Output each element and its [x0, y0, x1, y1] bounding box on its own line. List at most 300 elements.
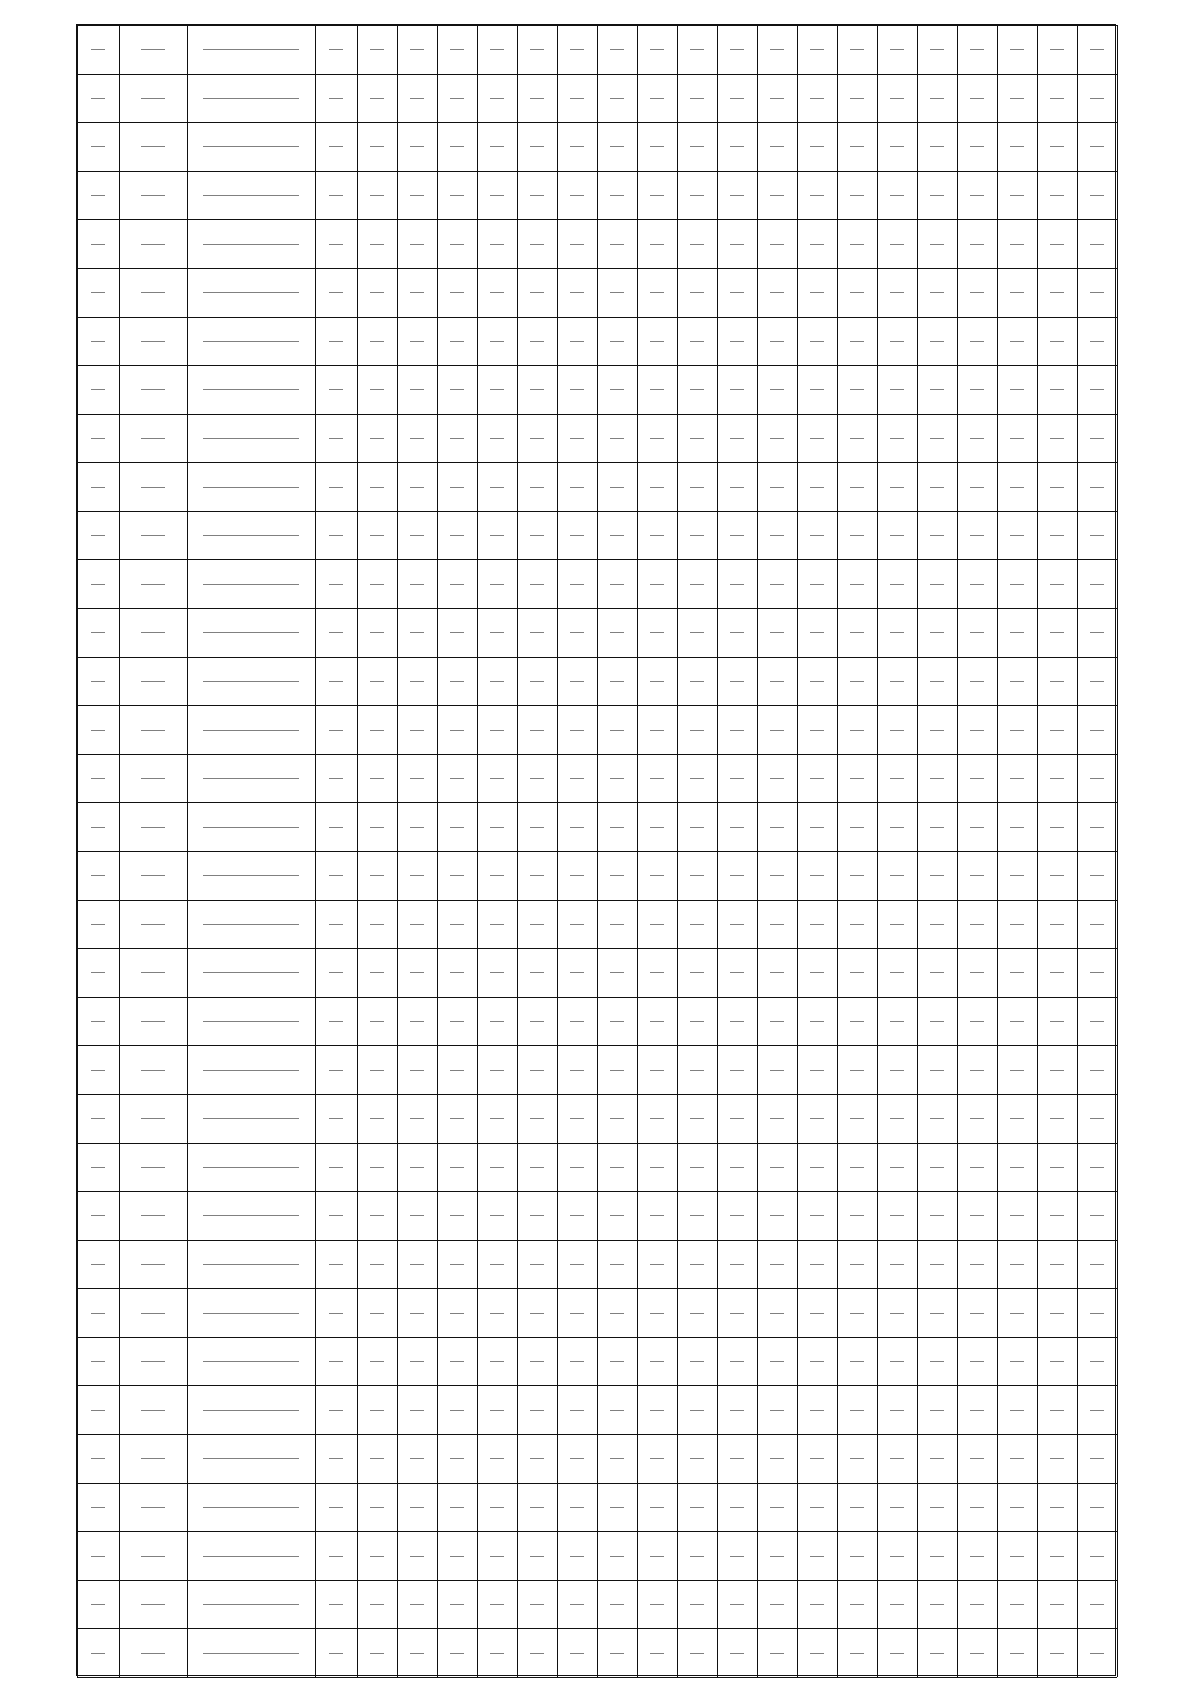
table-value-placeholder [530, 730, 544, 731]
table-value-placeholder [930, 972, 944, 973]
table-value-placeholder [490, 778, 504, 779]
row-label-placeholder [203, 438, 299, 439]
table-value-placeholder [610, 730, 624, 731]
row-label-placeholder [329, 146, 344, 147]
table-value-placeholder [890, 1070, 904, 1071]
table-value-placeholder [890, 292, 904, 293]
table-horizontal-rule [77, 1240, 1117, 1241]
table-horizontal-rule [77, 997, 1117, 998]
table-value-placeholder [810, 98, 824, 99]
table-value-placeholder [770, 875, 784, 876]
table-value-placeholder [810, 146, 824, 147]
row-label-placeholder [141, 875, 165, 876]
row-label-placeholder [329, 778, 344, 779]
table-value-placeholder [730, 438, 744, 439]
row-label-placeholder [203, 1215, 299, 1216]
row-label-placeholder [203, 827, 299, 828]
table-value-placeholder [650, 1264, 664, 1265]
table-value-placeholder [770, 1070, 784, 1071]
table-value-placeholder [530, 1313, 544, 1314]
table-value-placeholder [810, 1556, 824, 1557]
table-value-placeholder [730, 1215, 744, 1216]
table-value-placeholder [1090, 1313, 1104, 1314]
row-label-placeholder [329, 1264, 344, 1265]
row-label-placeholder [203, 1264, 299, 1265]
table-value-placeholder [410, 1215, 424, 1216]
table-value-placeholder [690, 1556, 704, 1557]
table-value-placeholder [970, 1118, 984, 1119]
row-label-placeholder [329, 681, 344, 682]
table-value-placeholder [530, 1118, 544, 1119]
table-value-placeholder [730, 292, 744, 293]
table-value-placeholder [450, 1215, 464, 1216]
table-value-placeholder [690, 730, 704, 731]
table-value-placeholder [770, 1604, 784, 1605]
table-value-placeholder [1090, 875, 1104, 876]
table-value-placeholder [570, 389, 584, 390]
table-value-placeholder [690, 487, 704, 488]
row-label-placeholder [203, 1361, 299, 1362]
row-label-placeholder [203, 1410, 299, 1411]
table-value-placeholder [690, 1653, 704, 1654]
table-value-placeholder [1010, 49, 1024, 50]
row-label-placeholder [141, 49, 165, 50]
table-value-placeholder [1090, 1410, 1104, 1411]
table-horizontal-rule [77, 1143, 1117, 1144]
table-value-placeholder [1090, 1215, 1104, 1216]
table-value-placeholder [970, 875, 984, 876]
table-value-placeholder [970, 681, 984, 682]
row-label-placeholder [329, 244, 344, 245]
row-label-placeholder [329, 584, 344, 585]
table-value-placeholder [450, 487, 464, 488]
table-value-placeholder [730, 1410, 744, 1411]
table-value-placeholder [370, 292, 384, 293]
table-value-placeholder [850, 1507, 864, 1508]
table-value-placeholder [450, 195, 464, 196]
table-value-placeholder [410, 1507, 424, 1508]
table-value-placeholder [890, 632, 904, 633]
table-value-placeholder [730, 1070, 744, 1071]
table-value-placeholder [1090, 1118, 1104, 1119]
row-label-placeholder [141, 730, 165, 731]
row-label-placeholder [91, 875, 106, 876]
row-label-placeholder [329, 1361, 344, 1362]
table-value-placeholder [970, 1410, 984, 1411]
table-value-placeholder [690, 341, 704, 342]
row-label-placeholder [329, 389, 344, 390]
table-value-placeholder [850, 146, 864, 147]
table-value-placeholder [770, 827, 784, 828]
row-label-placeholder [141, 584, 165, 585]
table-value-placeholder [850, 1167, 864, 1168]
table-value-placeholder [690, 1604, 704, 1605]
table-value-placeholder [610, 1118, 624, 1119]
table-value-placeholder [570, 1264, 584, 1265]
table-value-placeholder [850, 292, 864, 293]
table-value-placeholder [530, 1070, 544, 1071]
row-label-placeholder [141, 681, 165, 682]
table-value-placeholder [890, 972, 904, 973]
table-value-placeholder [1090, 487, 1104, 488]
table-value-placeholder [1010, 1653, 1024, 1654]
table-value-placeholder [570, 1167, 584, 1168]
table-value-placeholder [730, 1458, 744, 1459]
table-value-placeholder [770, 1410, 784, 1411]
table-value-placeholder [650, 244, 664, 245]
row-label-placeholder [329, 924, 344, 925]
table-value-placeholder [690, 195, 704, 196]
table-value-placeholder [450, 1167, 464, 1168]
table-value-placeholder [690, 1458, 704, 1459]
row-label-placeholder [141, 98, 165, 99]
table-value-placeholder [1090, 1604, 1104, 1605]
table-horizontal-rule [77, 1288, 1117, 1289]
table-value-placeholder [770, 1215, 784, 1216]
table-value-placeholder [410, 487, 424, 488]
table-value-placeholder [810, 778, 824, 779]
table-value-placeholder [730, 924, 744, 925]
table-value-placeholder [1010, 1118, 1024, 1119]
row-label-placeholder [91, 632, 106, 633]
table-value-placeholder [1090, 292, 1104, 293]
table-value-placeholder [1050, 1021, 1064, 1022]
row-label-placeholder [91, 1070, 106, 1071]
row-label-placeholder [141, 1167, 165, 1168]
table-value-placeholder [970, 49, 984, 50]
table-value-placeholder [1010, 535, 1024, 536]
row-label-placeholder [141, 1507, 165, 1508]
table-value-placeholder [410, 535, 424, 536]
table-value-placeholder [810, 827, 824, 828]
table-value-placeholder [490, 1167, 504, 1168]
table-value-placeholder [1010, 1361, 1024, 1362]
table-value-placeholder [530, 292, 544, 293]
table-value-placeholder [1010, 924, 1024, 925]
table-value-placeholder [810, 389, 824, 390]
table-value-placeholder [690, 438, 704, 439]
table-value-placeholder [770, 1118, 784, 1119]
table-value-placeholder [850, 1118, 864, 1119]
table-value-placeholder [770, 730, 784, 731]
table-value-placeholder [1010, 681, 1024, 682]
table-value-placeholder [410, 827, 424, 828]
table-value-placeholder [370, 244, 384, 245]
row-label-placeholder [141, 438, 165, 439]
row-label-placeholder [91, 1361, 106, 1362]
table-value-placeholder [1090, 778, 1104, 779]
table-value-placeholder [970, 730, 984, 731]
table-value-placeholder [1090, 632, 1104, 633]
table-value-placeholder [370, 1361, 384, 1362]
table-value-placeholder [610, 681, 624, 682]
table-value-placeholder [530, 827, 544, 828]
table-value-placeholder [650, 1604, 664, 1605]
row-label-placeholder [91, 778, 106, 779]
table-value-placeholder [610, 1021, 624, 1022]
table-value-placeholder [930, 1410, 944, 1411]
table-value-placeholder [970, 827, 984, 828]
row-label-placeholder [203, 535, 299, 536]
row-label-placeholder [91, 1604, 106, 1605]
table-value-placeholder [610, 49, 624, 50]
table-value-placeholder [970, 146, 984, 147]
table-value-placeholder [370, 341, 384, 342]
table-value-placeholder [530, 146, 544, 147]
row-label-placeholder [329, 49, 344, 50]
table-value-placeholder [930, 1604, 944, 1605]
table-value-placeholder [370, 584, 384, 585]
table-value-placeholder [610, 438, 624, 439]
row-label-placeholder [203, 1021, 299, 1022]
table-horizontal-rule [77, 1094, 1117, 1095]
row-label-placeholder [91, 972, 106, 973]
table-value-placeholder [730, 244, 744, 245]
table-value-placeholder [370, 1118, 384, 1119]
table-value-placeholder [850, 1556, 864, 1557]
table-value-placeholder [690, 1118, 704, 1119]
table-value-placeholder [1050, 1070, 1064, 1071]
table-horizontal-rule [77, 1191, 1117, 1192]
table-value-placeholder [810, 1070, 824, 1071]
table-value-placeholder [970, 924, 984, 925]
table-value-placeholder [410, 1118, 424, 1119]
table-horizontal-rule [77, 365, 1117, 366]
table-value-placeholder [450, 681, 464, 682]
table-value-placeholder [810, 1458, 824, 1459]
table-value-placeholder [530, 438, 544, 439]
table-value-placeholder [610, 487, 624, 488]
table-value-placeholder [810, 1410, 824, 1411]
table-value-placeholder [730, 778, 744, 779]
table-value-placeholder [930, 244, 944, 245]
table-value-placeholder [610, 1264, 624, 1265]
table-value-placeholder [1050, 1361, 1064, 1362]
table-value-placeholder [770, 972, 784, 973]
row-label-placeholder [203, 292, 299, 293]
row-label-placeholder [91, 146, 106, 147]
table-value-placeholder [650, 1118, 664, 1119]
table-value-placeholder [770, 1264, 784, 1265]
row-label-placeholder [203, 681, 299, 682]
table-value-placeholder [770, 49, 784, 50]
row-label-placeholder [203, 49, 299, 50]
table-value-placeholder [570, 292, 584, 293]
table-value-placeholder [1050, 1458, 1064, 1459]
table-value-placeholder [770, 438, 784, 439]
table-value-placeholder [690, 875, 704, 876]
row-label-placeholder [329, 1167, 344, 1168]
table-value-placeholder [850, 1653, 864, 1654]
table-value-placeholder [450, 438, 464, 439]
table-value-placeholder [650, 487, 664, 488]
table-value-placeholder [370, 1653, 384, 1654]
table-value-placeholder [570, 972, 584, 973]
table-horizontal-rule [77, 1434, 1117, 1435]
table-value-placeholder [770, 584, 784, 585]
table-value-placeholder [1050, 438, 1064, 439]
table-value-placeholder [770, 341, 784, 342]
table-value-placeholder [650, 1313, 664, 1314]
table-value-placeholder [570, 778, 584, 779]
table-value-placeholder [930, 1361, 944, 1362]
table-value-placeholder [810, 1167, 824, 1168]
table-horizontal-rule [77, 1045, 1117, 1046]
table-value-placeholder [450, 1556, 464, 1557]
table-value-placeholder [730, 146, 744, 147]
table-value-placeholder [1010, 632, 1024, 633]
table-value-placeholder [530, 1604, 544, 1605]
row-label-placeholder [329, 1458, 344, 1459]
table-value-placeholder [490, 1361, 504, 1362]
row-label-placeholder [329, 1313, 344, 1314]
table-value-placeholder [810, 924, 824, 925]
table-value-placeholder [1090, 730, 1104, 731]
table-value-placeholder [970, 1264, 984, 1265]
table-value-placeholder [570, 924, 584, 925]
table-value-placeholder [490, 924, 504, 925]
table-value-placeholder [570, 827, 584, 828]
table-value-placeholder [850, 195, 864, 196]
table-value-placeholder [850, 632, 864, 633]
row-label-placeholder [329, 1507, 344, 1508]
table-value-placeholder [890, 244, 904, 245]
row-label-placeholder [91, 1458, 106, 1459]
table-horizontal-rule [77, 657, 1117, 658]
table-value-placeholder [850, 487, 864, 488]
table-value-placeholder [370, 1070, 384, 1071]
table-value-placeholder [890, 535, 904, 536]
table-value-placeholder [650, 730, 664, 731]
table-value-placeholder [570, 632, 584, 633]
table-value-placeholder [970, 778, 984, 779]
table-value-placeholder [850, 98, 864, 99]
row-label-placeholder [141, 487, 165, 488]
table-value-placeholder [1050, 389, 1064, 390]
row-label-placeholder [203, 1604, 299, 1605]
table-value-placeholder [850, 389, 864, 390]
table-value-placeholder [530, 341, 544, 342]
table-value-placeholder [690, 972, 704, 973]
table-value-placeholder [1010, 1167, 1024, 1168]
table-value-placeholder [1090, 195, 1104, 196]
table-value-placeholder [970, 1653, 984, 1654]
table-value-placeholder [450, 535, 464, 536]
table-value-placeholder [490, 1021, 504, 1022]
table-value-placeholder [570, 1361, 584, 1362]
table-value-placeholder [370, 1264, 384, 1265]
table-value-placeholder [970, 632, 984, 633]
table-value-placeholder [690, 98, 704, 99]
table-value-placeholder [570, 1215, 584, 1216]
row-label-placeholder [91, 49, 106, 50]
table-value-placeholder [1090, 341, 1104, 342]
row-label-placeholder [329, 98, 344, 99]
table-value-placeholder [1050, 924, 1064, 925]
table-value-placeholder [970, 1215, 984, 1216]
table-value-placeholder [1050, 1507, 1064, 1508]
table-value-placeholder [930, 1021, 944, 1022]
row-label-placeholder [203, 778, 299, 779]
table-value-placeholder [610, 195, 624, 196]
table-value-placeholder [770, 195, 784, 196]
table-value-placeholder [1010, 389, 1024, 390]
table-value-placeholder [730, 632, 744, 633]
table-value-placeholder [570, 1070, 584, 1071]
table-value-placeholder [370, 632, 384, 633]
table-value-placeholder [1010, 827, 1024, 828]
row-label-placeholder [91, 292, 106, 293]
table-value-placeholder [1050, 1556, 1064, 1557]
table-value-placeholder [370, 730, 384, 731]
table-value-placeholder [450, 49, 464, 50]
table-value-placeholder [690, 1507, 704, 1508]
row-label-placeholder [203, 1507, 299, 1508]
row-label-placeholder [91, 1313, 106, 1314]
table-value-placeholder [410, 730, 424, 731]
table-value-placeholder [490, 1215, 504, 1216]
table-horizontal-rule [77, 559, 1117, 560]
table-value-placeholder [970, 292, 984, 293]
row-label-placeholder [91, 1556, 106, 1557]
row-label-placeholder [203, 730, 299, 731]
table-value-placeholder [1010, 972, 1024, 973]
table-value-placeholder [570, 875, 584, 876]
table-value-placeholder [690, 778, 704, 779]
table-value-placeholder [890, 875, 904, 876]
table-value-placeholder [930, 827, 944, 828]
table-value-placeholder [530, 632, 544, 633]
table-value-placeholder [370, 972, 384, 973]
table-value-placeholder [690, 292, 704, 293]
table-value-placeholder [850, 1215, 864, 1216]
table-value-placeholder [730, 1653, 744, 1654]
table-value-placeholder [370, 146, 384, 147]
table-value-placeholder [890, 1458, 904, 1459]
table-value-placeholder [490, 146, 504, 147]
table-horizontal-rule [77, 25, 1117, 26]
table-value-placeholder [1010, 195, 1024, 196]
table-value-placeholder [690, 584, 704, 585]
table-value-placeholder [1050, 1653, 1064, 1654]
table-value-placeholder [810, 681, 824, 682]
table-value-placeholder [970, 98, 984, 99]
row-label-placeholder [91, 1410, 106, 1411]
table-value-placeholder [970, 1021, 984, 1022]
table-value-placeholder [850, 681, 864, 682]
table-value-placeholder [650, 98, 664, 99]
row-label-placeholder [91, 535, 106, 536]
table-value-placeholder [810, 1604, 824, 1605]
row-label-placeholder [91, 1264, 106, 1265]
table-value-placeholder [1050, 535, 1064, 536]
table-value-placeholder [850, 535, 864, 536]
table-value-placeholder [1010, 584, 1024, 585]
table-value-placeholder [370, 1410, 384, 1411]
row-label-placeholder [203, 146, 299, 147]
table-value-placeholder [1090, 972, 1104, 973]
table-value-placeholder [1090, 584, 1104, 585]
table-value-placeholder [1050, 49, 1064, 50]
table-value-placeholder [1010, 1215, 1024, 1216]
table-value-placeholder [730, 341, 744, 342]
table-value-placeholder [850, 875, 864, 876]
row-label-placeholder [141, 972, 165, 973]
table-value-placeholder [890, 924, 904, 925]
row-label-placeholder [91, 389, 106, 390]
row-label-placeholder [141, 924, 165, 925]
table-value-placeholder [530, 1361, 544, 1362]
